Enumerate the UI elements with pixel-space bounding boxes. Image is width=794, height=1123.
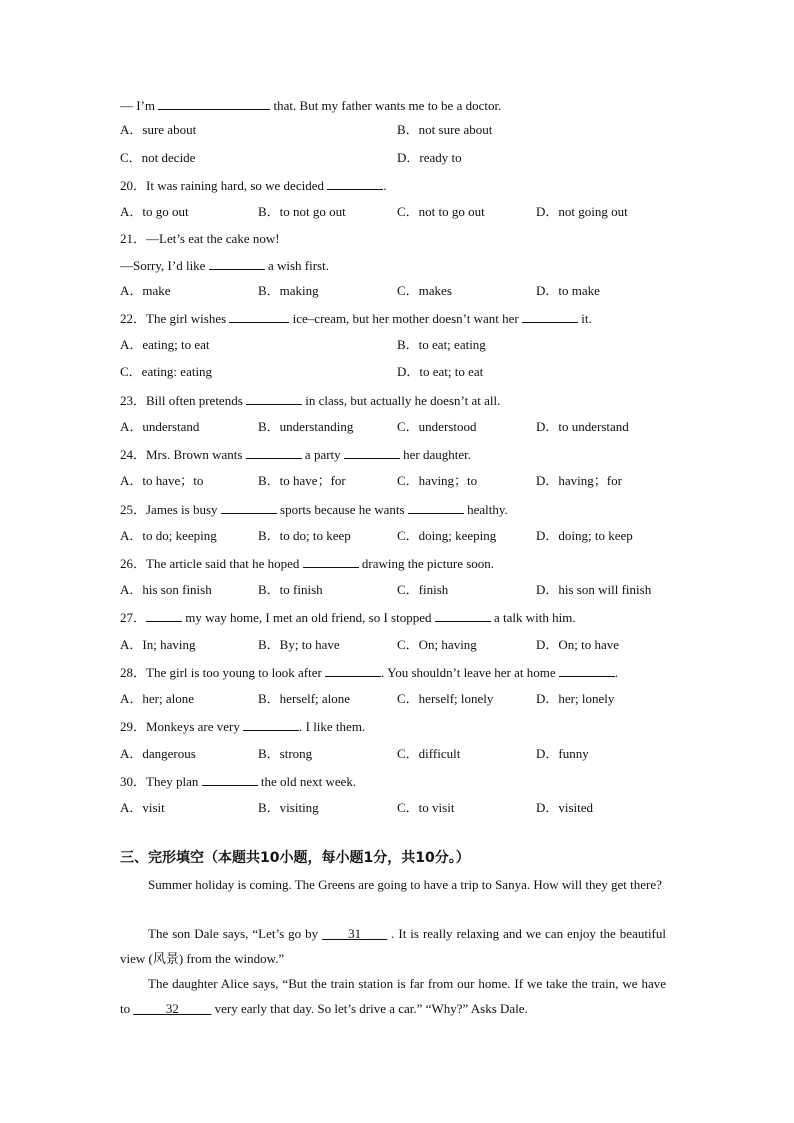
option-q23-c: C．understood — [397, 419, 477, 434]
option-q19b-c: C．not decide — [120, 150, 196, 165]
answer-blank — [246, 446, 302, 459]
option-q29-c: C．difficult — [397, 746, 461, 761]
option-q26-c: C．finish — [397, 582, 449, 597]
option-q28-d: D．her; lonely — [536, 691, 615, 706]
question-stem-q29 — [120, 718, 365, 735]
option-q25-c: C．doing; keeping — [397, 528, 497, 543]
stem-text: . I like them. — [299, 719, 366, 734]
question-stem-q22 — [120, 310, 592, 327]
stem-text: 26．The article said that he hoped — [120, 556, 303, 571]
answer-blank — [158, 97, 270, 110]
answer-blank — [209, 257, 265, 270]
option-q21b-d: D．to make — [536, 283, 600, 298]
option-q20-b: B．to not go out — [258, 204, 346, 219]
option-q20-c: C．not to go out — [397, 204, 485, 219]
stem-text: drawing the picture soon. — [358, 556, 495, 571]
option-q29-b: B．strong — [258, 746, 313, 761]
stem-text: 28．The girl is too young to look after — [120, 665, 326, 680]
stem-text: 24．Mrs. Brown wants — [120, 447, 246, 462]
answer-blank — [559, 664, 615, 677]
stem-text: it. — [578, 311, 592, 326]
stem-text: sports because he wants — [276, 502, 408, 517]
stem-text: 25．James is busy — [120, 502, 221, 517]
option-q25-b: B．to do; to keep — [258, 528, 351, 543]
option-q22-b: B．to eat; eating — [397, 337, 486, 352]
stem-text: the old next week. — [257, 774, 357, 789]
stem-text: 29．Monkeys are very — [120, 719, 244, 734]
option-q28-a: A．her; alone — [120, 691, 195, 706]
stem-text: 30．They plan — [120, 774, 202, 789]
option-q23-b: B．understanding — [258, 419, 354, 434]
stem-text: . You shouldn’t leave her at home — [381, 665, 559, 680]
option-q27-d: D．On; to have — [536, 637, 620, 652]
option-q28-c: C．herself; lonely — [397, 691, 494, 706]
passage-paragraph-2 — [120, 922, 666, 971]
stem-text: 20．It was raining hard, so we decided — [120, 178, 328, 193]
stem-text: — I’m — [120, 98, 159, 113]
option-q23-a: A．understand — [120, 419, 200, 434]
stem-text: 22．The girl wishes — [120, 311, 230, 326]
option-q30-a: A．visit — [120, 800, 165, 815]
stem-text: 21．—Let’s eat the cake now! — [120, 231, 280, 246]
passage-text: The daughter Alice says, “But the train station is far from our home. If we take the train, we have to — [120, 976, 666, 1016]
option-q25-a: A．to do; keeping — [120, 528, 217, 543]
option-q29-a: A．dangerous — [120, 746, 196, 761]
question-stem-q20 — [120, 177, 386, 194]
option-q28-b: B．herself; alone — [258, 691, 351, 706]
option-q21b-b: B．making — [258, 283, 319, 298]
stem-text: . — [383, 178, 387, 193]
question-stem-q21b — [120, 257, 329, 274]
answer-blank — [303, 555, 359, 568]
option-q20-d: D．not going out — [536, 204, 628, 219]
answer-blank — [325, 664, 381, 677]
option-q27-b: B．By; to have — [258, 637, 340, 652]
option-q24-a: A．to have；to — [120, 473, 204, 488]
stem-text: a talk with him. — [490, 610, 576, 625]
passage-paragraph-3 — [120, 972, 666, 1021]
stem-text: 27． — [120, 610, 147, 625]
passage-text: The son Dale says, “Let’s go by — [148, 926, 323, 941]
option-q26-b: B．to finish — [258, 582, 323, 597]
stem-text: in class, but actually he doesn’t at all. — [302, 393, 501, 408]
answer-blank — [246, 392, 302, 405]
option-q23-d: D．to understand — [536, 419, 629, 434]
option-q26-d: D．his son will finish — [536, 582, 652, 597]
option-q30-c: C．to visit — [397, 800, 455, 815]
option-q30-b: B．visiting — [258, 800, 319, 815]
option-q20-a: A．to go out — [120, 204, 189, 219]
option-q29-d: D．funny — [536, 746, 589, 761]
option-q25-d: D．doing; to keep — [536, 528, 633, 543]
answer-blank — [522, 310, 578, 323]
passage-text: . It is really relaxing and we can enjoy the beautiful view (风景) from the window.” — [120, 926, 667, 966]
question-stem-q27 — [120, 609, 576, 626]
stem-text: . — [614, 665, 619, 680]
option-q21b-a: A．make — [120, 283, 171, 298]
option-q30-d: D．visited — [536, 800, 594, 815]
answer-blank — [327, 177, 383, 190]
cloze-blank-31: ____31____ — [322, 926, 388, 941]
question-stem-q28 — [120, 664, 618, 681]
option-q27-c: C．On; having — [397, 637, 477, 652]
section-heading: 三、完形填空（本题共10小题，每小题1分，共10分。） — [120, 850, 470, 866]
answer-blank — [408, 501, 464, 514]
question-stem-q25 — [120, 501, 508, 518]
answer-blank — [344, 446, 400, 459]
stem-text: —Sorry, I’d like — [120, 258, 209, 273]
option-q26-a: A．his son finish — [120, 582, 212, 597]
option-q24-b: B．to have；for — [258, 473, 346, 488]
option-q22-c: C．eating: eating — [120, 364, 213, 379]
question-stem-q19b — [120, 97, 501, 114]
stem-text: ice–cream, but her mother doesn’t want her — [289, 311, 522, 326]
option-q19b-d: D．ready to — [397, 150, 462, 165]
question-stem-q30 — [120, 773, 356, 790]
answer-blank — [243, 718, 299, 731]
stem-text: that. But my father wants me to be a doctor. — [270, 98, 502, 113]
passage-text: very early that day. So let’s drive a car.” “Why?” Asks Dale. — [211, 1000, 528, 1016]
option-q22-a: A．eating; to eat — [120, 337, 210, 352]
option-q21b-c: C．makes — [397, 283, 452, 298]
stem-text: a party — [301, 447, 344, 462]
stem-text: her daughter. — [399, 447, 472, 462]
stem-text: 23．Bill often pretends — [120, 393, 247, 408]
cloze-blank-32: _____32_____ — [133, 1000, 212, 1016]
stem-text: healthy. — [463, 502, 508, 517]
question-stem-q23 — [120, 392, 500, 409]
option-q24-c: C．having；to — [397, 473, 478, 488]
question-stem-q24 — [120, 446, 471, 463]
option-q22-d: D．to eat; to eat — [397, 364, 484, 379]
stem-text: my way home, I met an old friend, so I stopped — [182, 610, 435, 625]
answer-blank — [221, 501, 277, 514]
question-stem-q26 — [120, 555, 494, 572]
question-stem-q21 — [120, 231, 280, 247]
option-q27-a: A．In; having — [120, 637, 196, 652]
option-q19b-b: B．not sure about — [397, 122, 493, 137]
answer-blank — [435, 609, 491, 622]
option-q24-d: D．having；for — [536, 473, 622, 488]
answer-blank — [202, 773, 258, 786]
passage-paragraph-1: Summer holiday is coming. The Greens are going to have a trip to Sanya. How will they get there? — [148, 877, 662, 892]
answer-blank — [229, 310, 289, 323]
answer-blank — [146, 609, 182, 622]
option-q19b-a: A．sure about — [120, 122, 197, 137]
stem-text: a wish first. — [264, 258, 329, 273]
